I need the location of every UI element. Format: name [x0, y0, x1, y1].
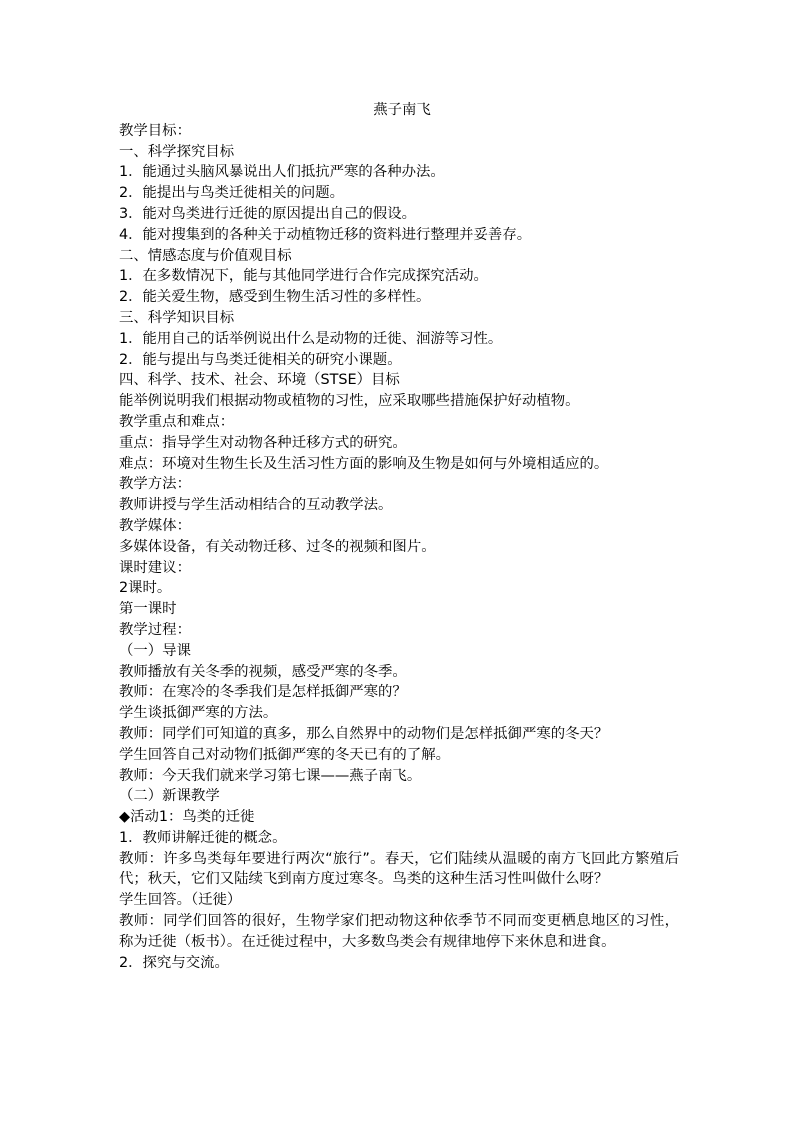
text-line: 2．能与提出与鸟类迁徙相关的研究小课题。 — [119, 351, 402, 368]
section-heading: 一、科学探究目标 — [119, 143, 235, 160]
text-line: 2．探究与交流。 — [119, 954, 229, 971]
text-line: 2．能关爱生物，感受到生物生活习性的多样性。 — [119, 289, 431, 306]
text-line: 能举例说明我们根据动物或植物的习性，应采取哪些措施保护好动植物。 — [119, 393, 580, 410]
section-heading: 四、科学、技术、社会、环境（STSE）目标 — [119, 372, 400, 389]
text-line: 教学目标： — [119, 122, 191, 139]
section-heading: 教学重点和难点： — [119, 413, 235, 430]
text-line: 学生回答。（迁徙） — [119, 892, 242, 909]
text-line: 多媒体设备，有关动物迁移、过冬的视频和图片。 — [119, 538, 436, 555]
section-heading: （二）新课教学 — [119, 788, 220, 805]
text-line: 教师：同学们可知道的真多，那么自然界中的动物们是怎样抵御严寒的冬天？ — [119, 725, 609, 742]
text-line: 1．能用自己的话举例说出什么是动物的迁徙、洄游等习性。 — [119, 330, 503, 347]
text-line: 难点：环境对生物生长及生活习性方面的影响及生物是如何与外境相适应的。 — [119, 455, 609, 472]
section-heading: 课时建议： — [119, 559, 191, 576]
text-line: 2．能提出与鸟类迁徙相关的问题。 — [119, 185, 345, 202]
section-heading: （一）导课 — [119, 642, 191, 659]
section-heading: 教学方法： — [119, 476, 191, 493]
section-heading: 教学媒体： — [119, 517, 191, 534]
text-line: 1．能通过头脑风暴说出人们抵抗严寒的各种办法。 — [119, 164, 445, 181]
text-line: 学生谈抵御严寒的方法。 — [119, 705, 278, 722]
section-heading: 教学过程： — [119, 621, 191, 638]
section-heading: 二、情感态度与价值观目标 — [119, 247, 292, 264]
text-line: 教师播放有关冬季的视频，感受严寒的冬季。 — [119, 663, 407, 680]
paragraph: 教师：同学们回答的很好，生物学家们把动物这种依季节不同而变更栖息地区的习性，称为迁徙（板书）。在迁徙过程中，大多数鸟类会有规律地停下来休息和进食。 — [119, 913, 679, 950]
text-line: 3．能对鸟类进行迁徙的原因提出自己的假设。 — [119, 205, 416, 222]
text-line: 2课时。 — [119, 580, 172, 597]
text-line: 教师：今天我们就来学习第七课——燕子南飞。 — [119, 767, 422, 784]
activity-heading: ◆活动1：鸟类的迁徙 — [119, 809, 255, 826]
text-line: 4．能对搜集到的各种关于动植物迁移的资料进行整理并妥善存。 — [119, 226, 532, 243]
text-line: 1．在多数情况下，能与其他同学进行合作完成探究活动。 — [119, 268, 488, 285]
text-line: 重点：指导学生对动物各种迁移方式的研究。 — [119, 434, 407, 451]
text-line: 教师：在寒冷的冬季我们是怎样抵御严寒的？ — [119, 684, 407, 701]
text-line: 学生回答自己对动物们抵御严寒的冬天已有的了解。 — [119, 746, 450, 763]
paragraph: 教师：许多鸟类每年要进行两次“旅行”。春天，它们陆续从温暖的南方飞回此方繁殖后代；秋天，它们又陆续飞到南方度过寒冬。鸟类的这种生活习性叫做什么呀？ — [119, 850, 679, 888]
text-line: 1．教师讲解迁徙的概念。 — [119, 829, 287, 846]
text-line: 教师讲授与学生活动相结合的互动教学法。 — [119, 497, 393, 514]
document-body — [119, 100, 679, 973]
section-heading: 第一课时 — [119, 601, 177, 618]
document-title: 燕子南飞 — [373, 102, 431, 118]
section-heading: 三、科学知识目标 — [119, 309, 235, 326]
